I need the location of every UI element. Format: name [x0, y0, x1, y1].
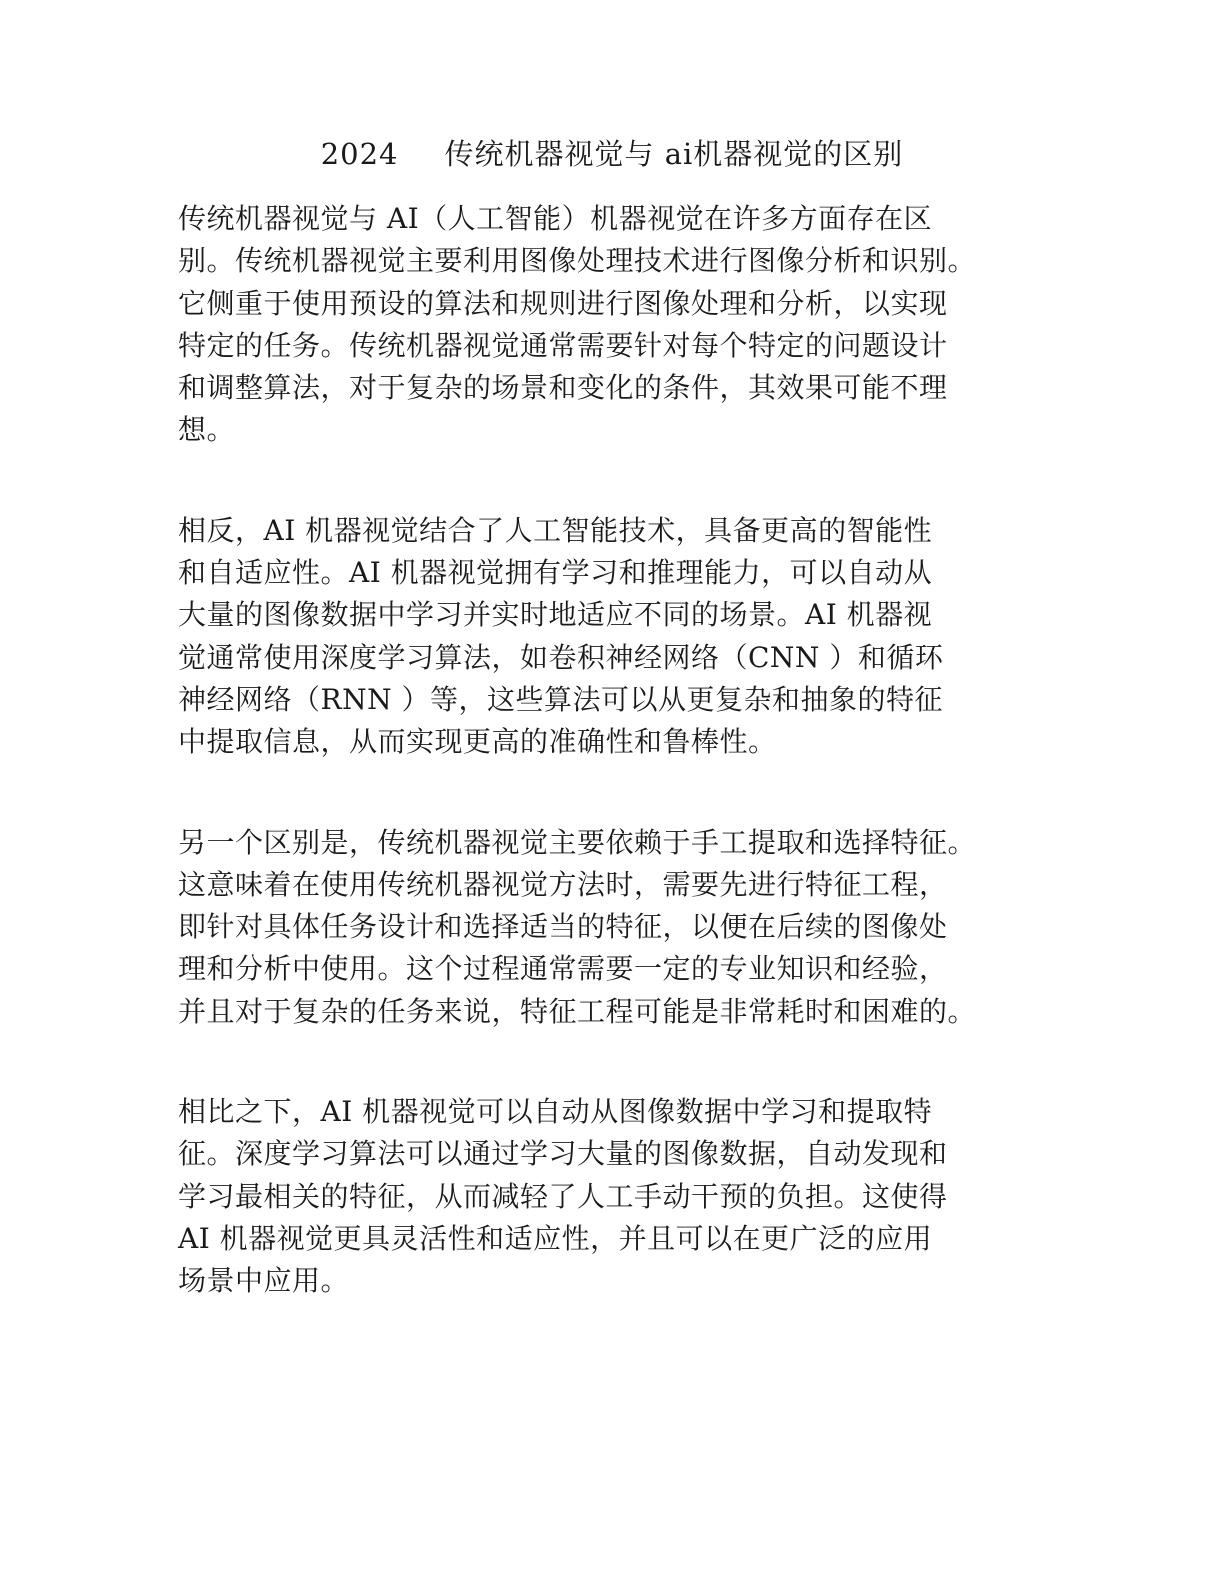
text-line: AI 机器视觉更具灵活性和适应性，并且可以在更广泛的应用 [178, 1221, 933, 1255]
text-line: 中提取信息，从而实现更高的准确性和鲁棒性。 [178, 725, 777, 759]
text-line: 特定的任务。传统机器视觉通常需要针对每个特定的问题设计 [178, 328, 948, 362]
text-line: 并且对于复杂的任务来说，特征工程可能是非常耗时和困难的。 [178, 994, 977, 1028]
paragraph-automatic-features [178, 1091, 1058, 1302]
paragraph-ai-vision [178, 510, 1058, 764]
text-line: 相比之下，AI 机器视觉可以自动从图像数据中学习和提取特 [178, 1095, 933, 1129]
paragraph-feature-engineering [178, 822, 1058, 1033]
document-title [0, 132, 1224, 176]
text-line: 和自适应性。AI 机器视觉拥有学习和推理能力，可以自动从 [178, 556, 933, 590]
text-line: 大量的图像数据中学习并实时地适应不同的场景。AI 机器视 [178, 598, 933, 632]
text-line: 别。传统机器视觉主要利用图像处理技术进行图像分析和识别。 [178, 244, 977, 278]
text-line: 征。深度学习算法可以通过学习大量的图像数据，自动发现和 [178, 1137, 948, 1171]
text-line: 这意味着在使用传统机器视觉方法时，需要先进行特征工程， [178, 867, 948, 901]
title-year: 2024 [320, 137, 399, 171]
text-line: 和调整算法，对于复杂的场景和变化的条件，其效果可能不理 [178, 371, 948, 405]
text-line: 传统机器视觉与 AI（人工智能）机器视觉在许多方面存在区 [178, 202, 933, 235]
text-line: 另一个区别是，传统机器视觉主要依赖于手工提取和选择特征。 [178, 825, 977, 859]
text-line: 神经网络（RNN ）等，这些算法可以从更复杂和抽象的特征 [178, 682, 943, 716]
text-line: 即针对具体任务设计和选择适当的特征，以便在后续的图像处 [178, 910, 948, 944]
paragraph-traditional-vision [178, 198, 1058, 452]
text-line: 觉通常使用深度学习算法，如卷积神经网络（CNN ）和循环 [178, 640, 944, 674]
text-line: 相反，AI 机器视觉结合了人工智能技术，具备更高的智能性 [178, 513, 933, 547]
text-line: 想。 [178, 413, 236, 447]
title-text: 传统机器视觉与 ai机器视觉的区别 [444, 137, 904, 171]
text-line: 它侧重于使用预设的算法和规则进行图像处理和分析，以实现 [178, 286, 948, 320]
text-line: 学习最相关的特征，从而减轻了人工手动干预的负担。这使得 [178, 1179, 948, 1213]
document-body [178, 198, 1058, 1361]
text-line: 理和分析中使用。这个过程通常需要一定的专业知识和经验， [178, 952, 948, 986]
text-line: 场景中应用。 [178, 1264, 350, 1298]
